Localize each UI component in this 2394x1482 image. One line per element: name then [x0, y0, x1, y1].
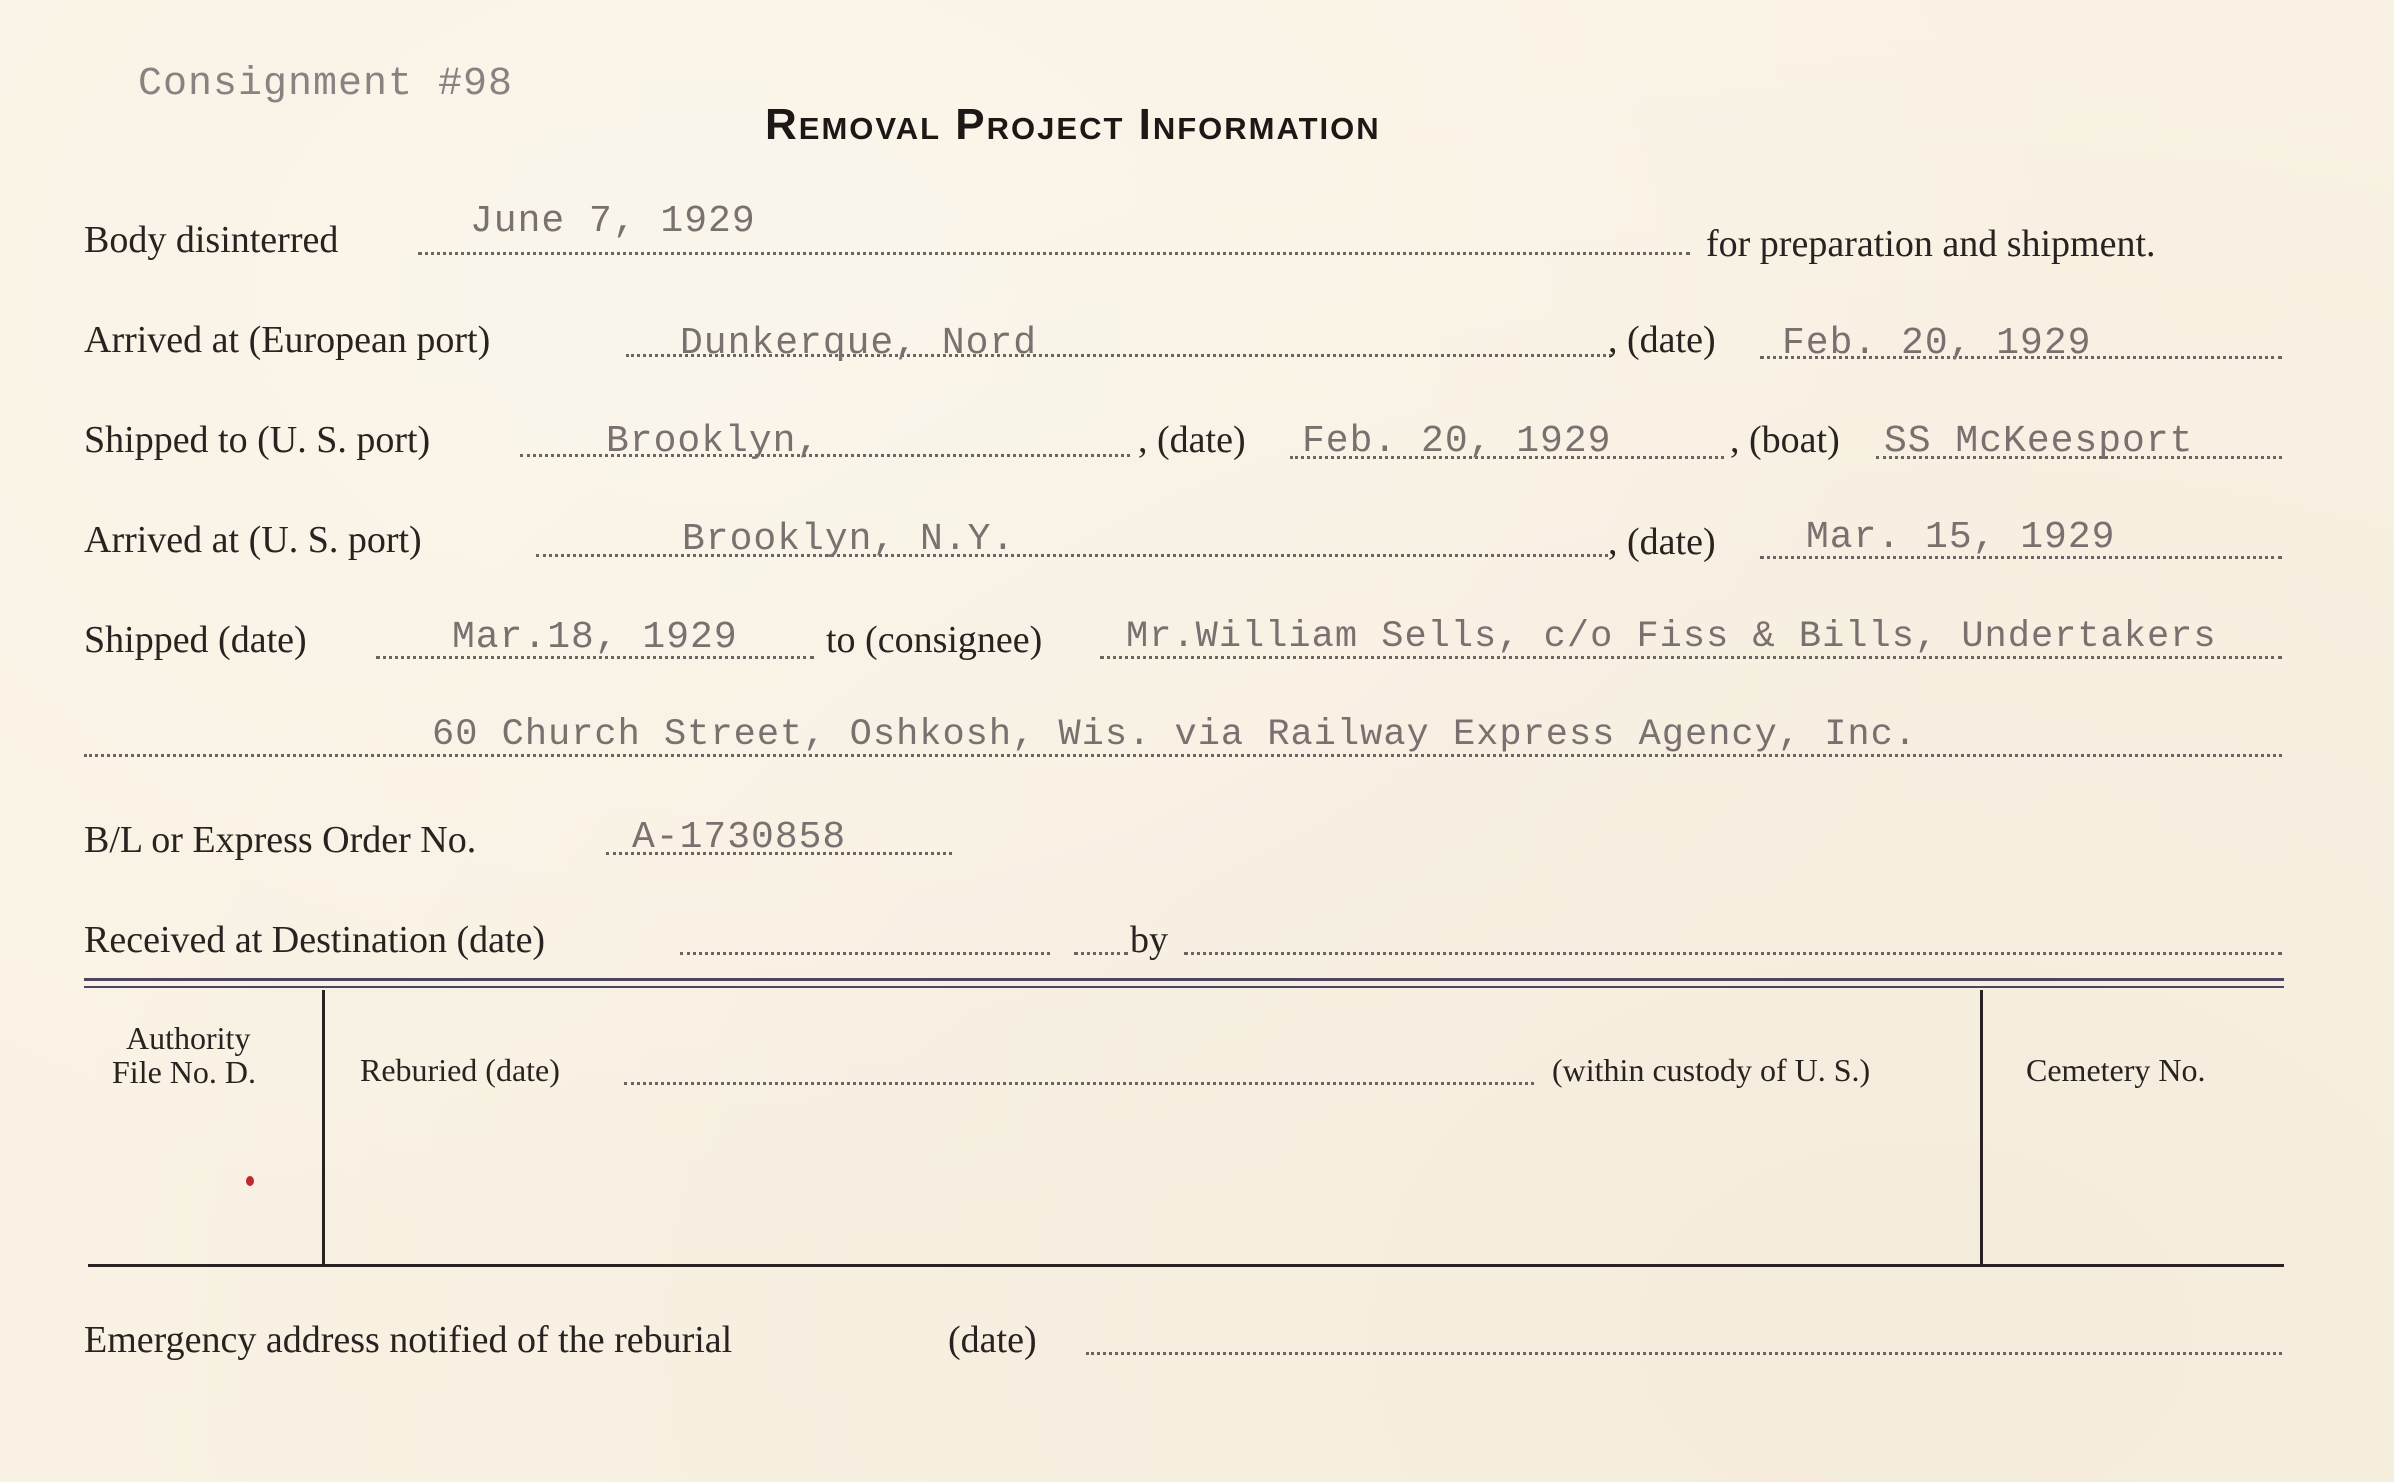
table-divider-right [1980, 990, 1983, 1264]
shipped-to-port-value: Brooklyn, [606, 420, 821, 463]
ink-mark [246, 1176, 254, 1186]
received-date-line [680, 952, 1050, 955]
reburied-date-line [624, 1082, 1534, 1085]
emergency-date-label: (date) [948, 1319, 1037, 1361]
european-port-date-value: Feb. 20, 1929 [1782, 322, 2092, 365]
authority-label-line2: File No. D. [112, 1054, 256, 1090]
boat-label: , (boat) [1730, 419, 1840, 461]
reburied-date-label: Reburied (date) [360, 1052, 560, 1088]
table-bottom-rule [88, 1264, 2284, 1267]
body-disinterred-line [418, 252, 1690, 255]
shipped-to-us-port-label: Shipped to (U. S. port) [84, 419, 431, 461]
order-number-value: A-1730858 [632, 816, 847, 859]
arrived-us-port-date-label: , (date) [1608, 521, 1716, 563]
received-by-line [1184, 952, 2282, 955]
shipped-date-label: Shipped (date) [84, 619, 307, 661]
table-divider-left [322, 990, 325, 1264]
cemetery-number-label: Cemetery No. [2026, 1052, 2206, 1088]
consignee-address-value: 60 Church Street, Oshkosh, Wis. via Railway Express Agency, Inc. [432, 714, 1918, 756]
received-by-label: by [1130, 919, 1168, 961]
preparation-shipment-label: for preparation and shipment. [1706, 223, 2156, 265]
shipped-date-value: Mar.18, 1929 [452, 616, 738, 659]
body-disinterred-value: June 7, 1929 [470, 200, 756, 243]
european-port-date-label: , (date) [1608, 319, 1716, 361]
received-destination-label: Received at Destination (date) [84, 919, 546, 961]
order-number-label: B/L or Express Order No. [84, 819, 477, 861]
custody-label: (within custody of U. S.) [1552, 1052, 1871, 1088]
emergency-date-line [1086, 1352, 2282, 1355]
page-title: Removal Project Information [765, 100, 1381, 149]
received-date-line-2 [1074, 952, 1128, 955]
table-top-rule [84, 978, 2284, 981]
boat-value: SS McKeesport [1884, 420, 2194, 463]
consignee-label: to (consignee) [826, 619, 1043, 661]
authority-label-line1: Authority [126, 1020, 251, 1056]
arrived-us-port-label: Arrived at (U. S. port) [84, 519, 422, 561]
shipped-to-date-label: , (date) [1138, 419, 1246, 461]
emergency-address-label: Emergency address notified of the reburial [84, 1319, 733, 1361]
consignment-number: Consignment #98 [138, 62, 514, 107]
arrived-european-port-label: Arrived at (European port) [84, 319, 491, 361]
shipped-to-date-value: Feb. 20, 1929 [1302, 420, 1612, 463]
arrived-us-port-date-value: Mar. 15, 1929 [1806, 516, 2116, 559]
european-port-value: Dunkerque, Nord [680, 322, 1038, 365]
body-disinterred-label: Body disinterred [84, 219, 339, 261]
arrived-us-port-value: Brooklyn, N.Y. [682, 518, 1016, 561]
table-top-rule-2 [84, 986, 2284, 988]
consignee-value: Mr.William Sells, c/o Fiss & Bills, Undertakers [1126, 616, 2217, 658]
